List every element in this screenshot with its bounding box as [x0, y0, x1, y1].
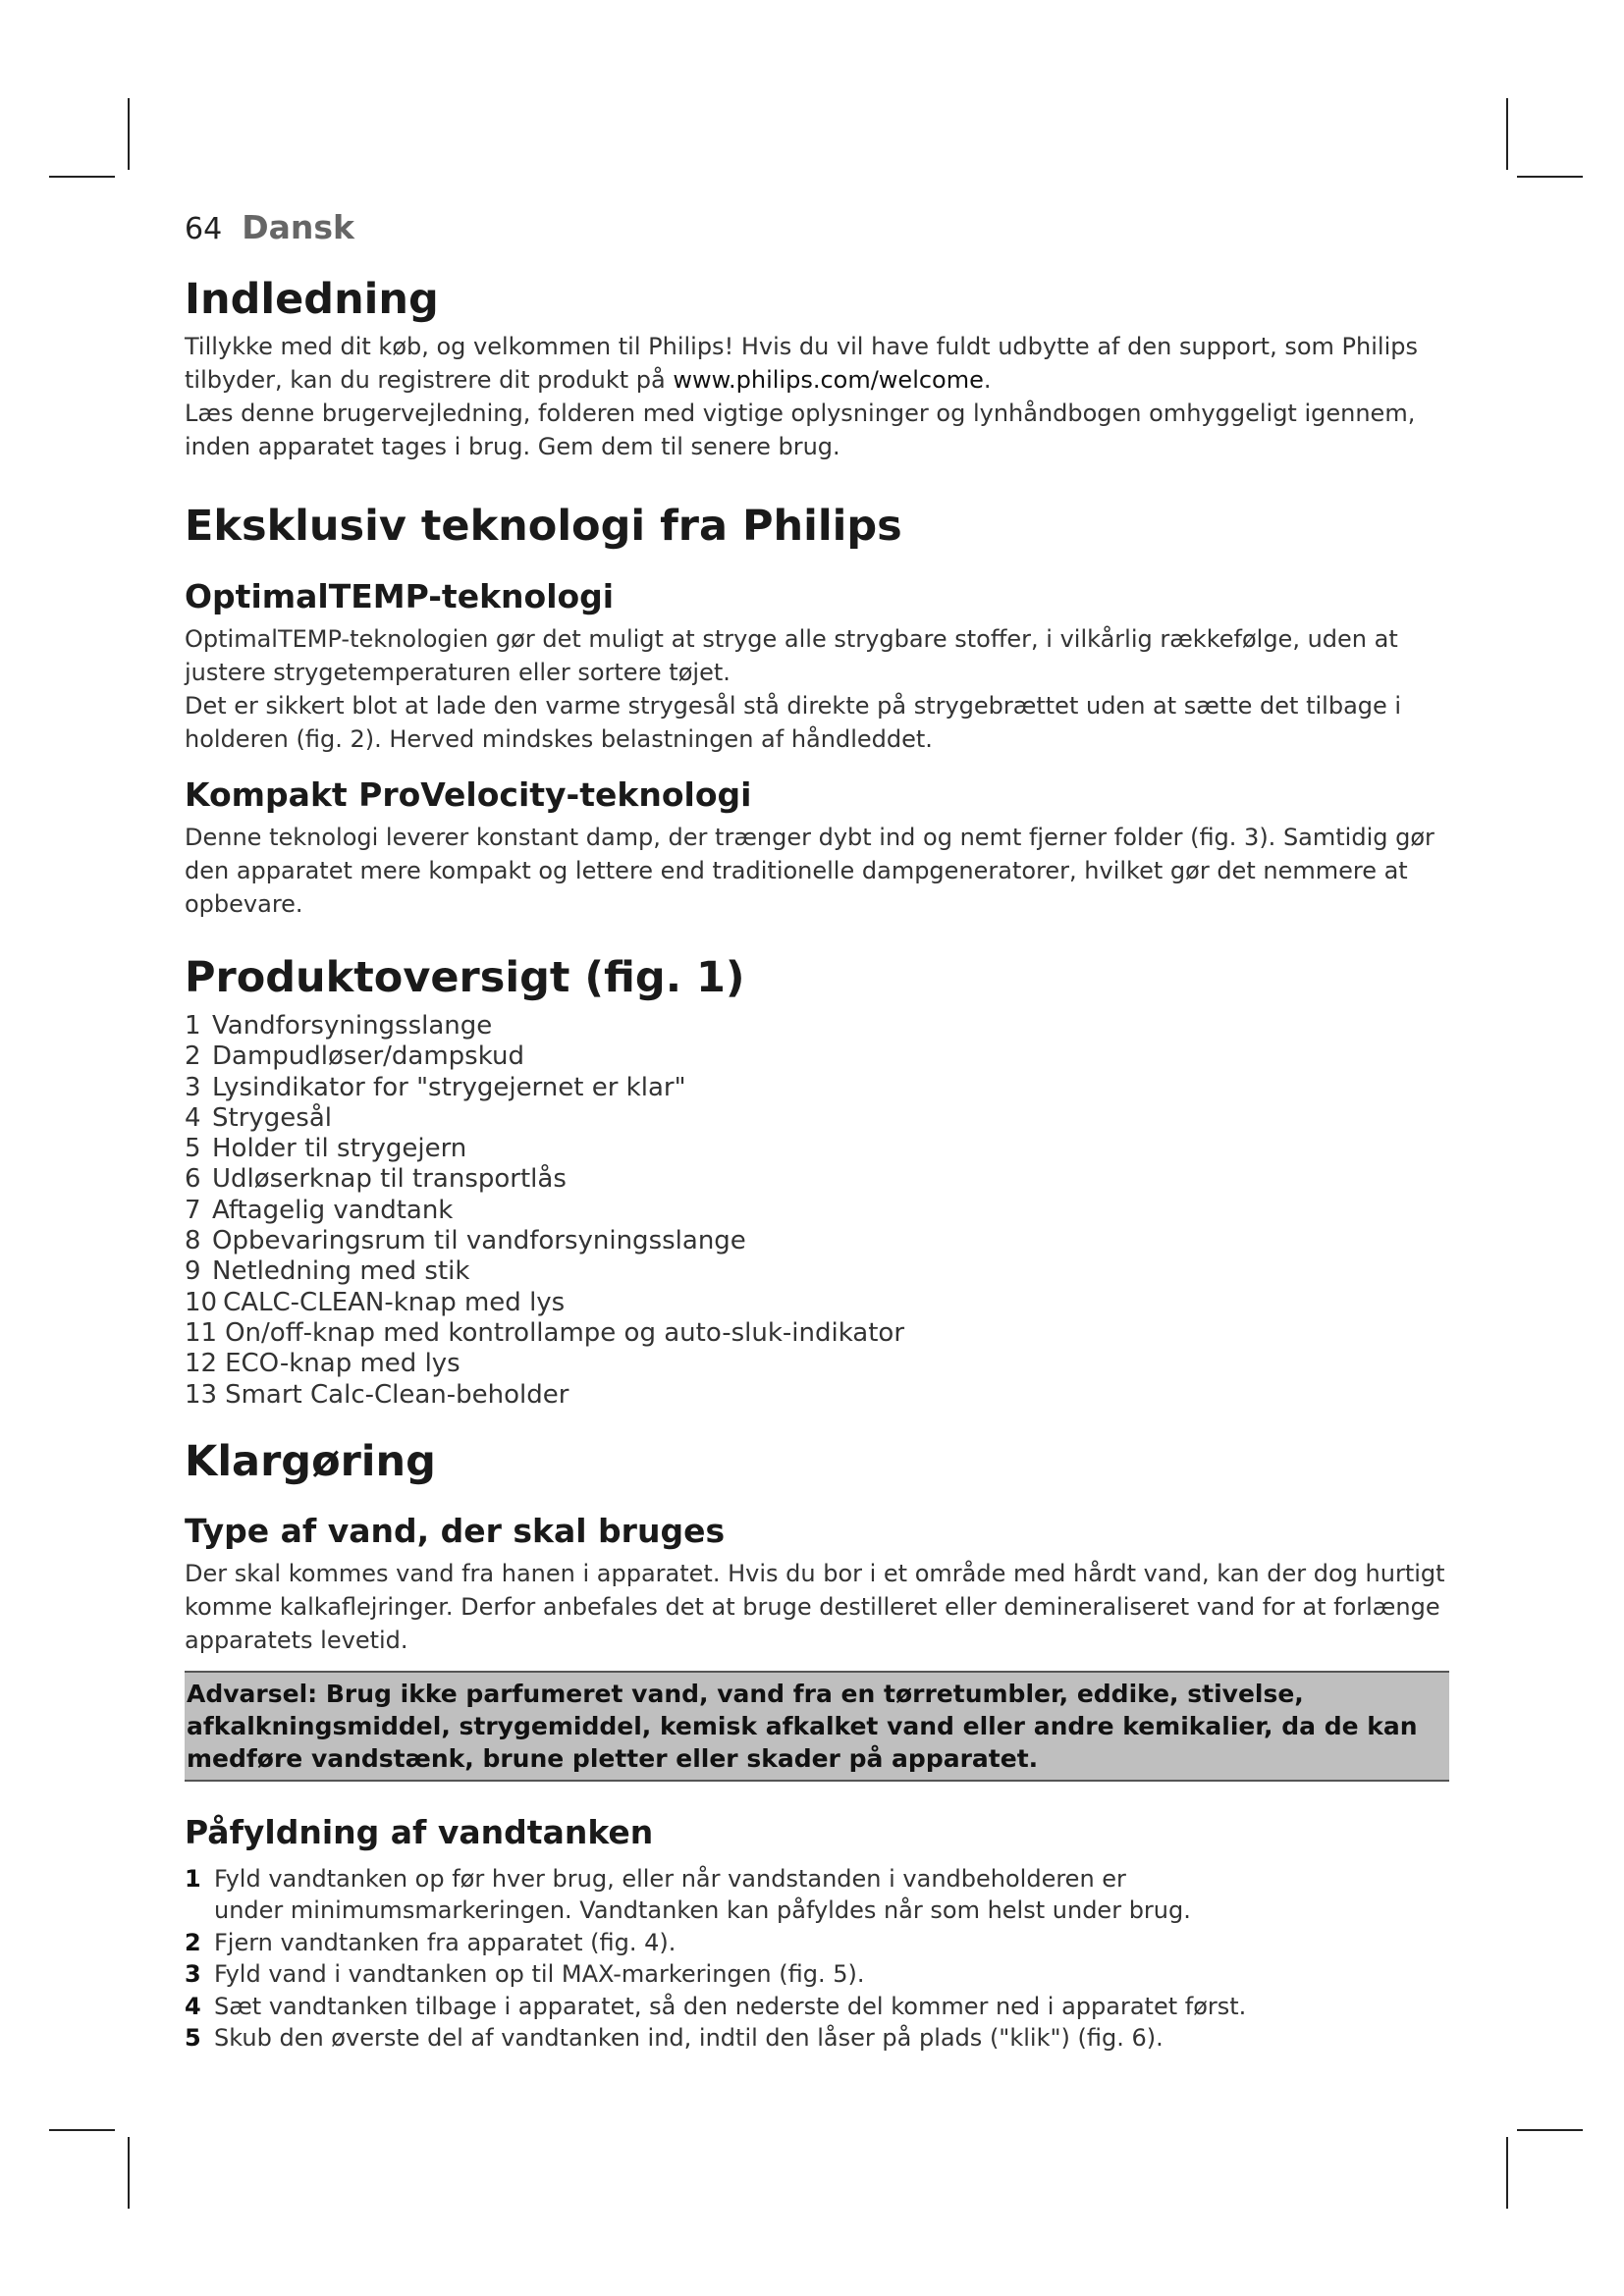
page-header — [185, 208, 1451, 259]
list-item — [185, 2022, 1451, 2055]
item-number: 13 — [185, 1379, 218, 1410]
list-item — [185, 1927, 1451, 1959]
step-number: 4 — [185, 1992, 201, 2020]
item-label: Netledning med stik — [212, 1256, 470, 1287]
preparation-title: Klargøring — [185, 1436, 436, 1486]
item-label: Aftagelig vandtank — [212, 1195, 454, 1225]
filling-title: Påfyldning af vandtanken — [185, 1812, 654, 1851]
intro-paragraph-1-end: . — [983, 366, 992, 394]
step-text: Fyld vand i vandtanken op til MAX-markeringen (fig. 5). — [214, 1960, 865, 1989]
list-item — [185, 1041, 1451, 1072]
item-number: 4 — [185, 1102, 201, 1133]
intro-paragraph-1 — [185, 330, 1451, 397]
list-item — [185, 1164, 1451, 1195]
list-item — [185, 1196, 1451, 1226]
list-item — [185, 1011, 1451, 1041]
crop-mark-top-right-horizontal — [1517, 176, 1583, 178]
item-number: 8 — [185, 1226, 201, 1256]
step-number: 2 — [185, 1928, 201, 1956]
item-number: 6 — [185, 1164, 201, 1195]
crop-mark-top-left-vertical — [128, 98, 130, 170]
water-type-paragraph: Der skal kommes vand fra hanen i apparatet. Hvis du bor i et område med hårdt vand, kan der dog hurtigt komme kalkaflejringer. Derfor anbefales det at bruge destilleret eller demineraliseret vand for at forlænge apparatets levetid. — [185, 1559, 1445, 1654]
technology-title: Eksklusiv teknologi fra Philips — [185, 502, 902, 551]
item-number: 3 — [185, 1072, 201, 1102]
item-number: 2 — [185, 1041, 201, 1072]
philips-welcome-link[interactable]: www.philips.com/welcome — [673, 366, 984, 394]
crop-mark-top-left-horizontal — [49, 176, 115, 178]
list-item — [185, 1991, 1451, 2023]
item-label: Holder til strygejern — [212, 1134, 467, 1164]
optimaltemp-title: OptimalTEMP-teknologi — [185, 577, 615, 615]
item-number: 9 — [185, 1256, 201, 1287]
list-item — [185, 1380, 1451, 1411]
item-label: Smart Calc-Clean-beholder — [225, 1379, 569, 1410]
list-item — [185, 1288, 1451, 1318]
crop-mark-bottom-left-vertical — [128, 2137, 130, 2209]
list-item — [185, 1863, 1451, 1927]
list-item — [185, 1958, 1451, 1991]
warning-text: Advarsel: Brug ikke parfumeret vand, vand fra en tørretumbler, eddike, stivelse, afkalkningsmiddel, strygemiddel, kemisk afkalket vand eller andre kemikalier, da de kan medføre vandstænk, brune pletter eller skader på apparatet. — [187, 1679, 1418, 1773]
list-item — [185, 1073, 1451, 1103]
item-number: 5 — [185, 1134, 201, 1164]
provelocity-title: Kompakt ProVelocity-teknologi — [185, 775, 752, 814]
list-item — [185, 1226, 1451, 1256]
item-label: Udløserknap til transportlås — [212, 1164, 567, 1195]
item-label: Opbevaringsrum til vandforsyningsslange — [212, 1226, 746, 1256]
list-item — [185, 1134, 1451, 1164]
step-number: 3 — [185, 1960, 201, 1989]
item-number: 10 — [185, 1287, 218, 1317]
item-number: 12 — [185, 1349, 218, 1379]
item-label: On/off-knap med kontrollampe og auto-sluk-indikator — [225, 1317, 905, 1348]
step-number: 5 — [185, 2024, 201, 2053]
list-item — [185, 1349, 1451, 1379]
step-text: Fjern vandtanken fra apparatet (fig. 4). — [214, 1928, 677, 1956]
item-label: ECO-knap med lys — [225, 1349, 460, 1379]
page-content — [185, 208, 1451, 2055]
item-label: Strygesål — [212, 1102, 332, 1133]
filling-steps — [185, 1863, 1451, 2055]
crop-mark-bottom-left-horizontal — [49, 2129, 115, 2131]
crop-mark-top-right-vertical — [1506, 98, 1508, 170]
item-label: CALC-CLEAN-knap med lys — [223, 1287, 566, 1317]
page-number: 64 — [185, 212, 223, 246]
intro-paragraph-1-text: Tillykke med dit køb, og velkommen til Philips! Hvis du vil have fuldt udbytte af den support, som Philips tilbyder, kan du registrere dit produkt på — [185, 333, 1418, 394]
list-item — [185, 1256, 1451, 1287]
item-number: 1 — [185, 1011, 201, 1041]
crop-mark-bottom-right-horizontal — [1517, 2129, 1583, 2131]
item-label: Vandforsyningsslange — [212, 1011, 493, 1041]
step-number: 1 — [185, 1864, 201, 1893]
water-type-title: Type af vand, der skal bruges — [185, 1511, 726, 1550]
page-language: Dansk — [242, 208, 354, 246]
crop-mark-bottom-right-vertical — [1506, 2137, 1508, 2209]
intro-paragraph-2: Læs denne brugervejledning, folderen med vigtige oplysninger og lynhåndbogen omhyggeligt igennem, inden apparatet tages i brug. Gem dem til senere brug. — [185, 400, 1416, 460]
list-item — [185, 1318, 1451, 1349]
overview-list — [185, 1011, 1451, 1411]
item-number: 7 — [185, 1195, 201, 1225]
list-item — [185, 1103, 1451, 1134]
overview-title: Produktoversigt (fig. 1) — [185, 953, 745, 1002]
item-number: 11 — [185, 1317, 218, 1348]
step-text: Skub den øverste del af vandtanken ind, indtil den låser på plads ("klik") (fig. 6). — [214, 2024, 1164, 2053]
item-label: Dampudløser/dampskud — [212, 1041, 524, 1072]
intro-title: Indledning — [185, 275, 439, 324]
step-text: Fyld vandtanken op før hver brug, eller når vandstanden i vandbeholderen er under minimumsmarkeringen. Vandtanken kan påfyldes når som helst under brug. — [214, 1864, 1191, 1925]
warning-box — [185, 1671, 1449, 1782]
provelocity-paragraph-1: Denne teknologi leverer konstant damp, der trænger dybt ind og nemt fjerner folder (fig. 3). Samtidig gør den apparatet mere kompakt og lettere end traditionelle dampgeneratorer, hvilket gør det nemmere at opbevare. — [185, 824, 1435, 918]
item-label: Lysindikator for "strygejernet er klar" — [212, 1072, 686, 1102]
step-text: Sæt vandtanken tilbage i apparatet, så den nederste del kommer ned i apparatet først. — [214, 1992, 1247, 2020]
optimaltemp-paragraph-2: Det er sikkert blot at lade den varme strygesål stå direkte på strygebrættet uden at sætte det tilbage i holderen (fig. 2). Herved mindskes belastningen af håndleddet. — [185, 692, 1402, 753]
optimaltemp-paragraph-1: OptimalTEMP-teknologien gør det muligt at stryge alle strygbare stoffer, i vilkårlig rækkefølge, uden at justere strygetemperaturen eller sortere tøjet. — [185, 625, 1398, 686]
